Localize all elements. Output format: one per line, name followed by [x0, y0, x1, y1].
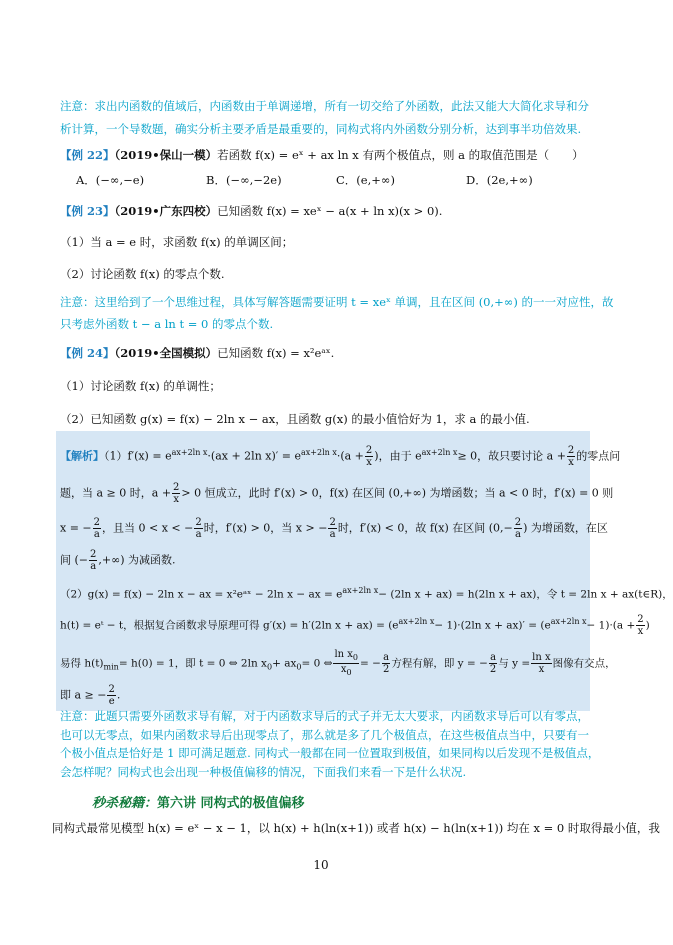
analysis-line7: 易得 $h(t)_{min}= h(0) = 1$，即 t = 0 ⇔ 2ln $x_0+ ax_0= 0$ ⇔ $\frac{\ln x_0}{x_0}$ = − $\frac{a}{2}$ 方程有解，即 y = − $\frac{a}{2}$ 与 y = $\frac{\text{ln x}}{x}$ 图像有交点， — [60, 649, 616, 677]
example-22-options — [76, 172, 606, 188]
example-24-q1: （1）讨论函数 f(x) 的单调性； — [60, 379, 221, 393]
fraction-2-over-a-c: $\frac{2}{a}$ — [329, 517, 336, 540]
example-23-q2: （2）讨论函数 f(x) 的零点个数. — [60, 267, 225, 281]
analysis-l7f: 方程有解，即 y = − — [391, 657, 488, 670]
example-24-stem: 已知函数 f(x) = x²eᵃˣ. — [217, 346, 335, 360]
analysis-l1b: ·(ax + 2ln x)′ = e — [207, 449, 301, 463]
analysis-exp1: ax+2ln x — [171, 448, 208, 457]
option-c: C．(e,+∞) — [336, 173, 395, 187]
analysis-exp4: ax+2ln x — [342, 586, 379, 595]
analysis-l6d: ) — [645, 619, 650, 632]
fraction-2-over-a-b: $\frac{2}{a}$ — [195, 517, 202, 540]
example-22-tag: 【例 22】 — [60, 148, 115, 162]
fraction-a-over-2: $\frac{a}{2}$ — [382, 652, 390, 675]
analysis-line8 — [60, 684, 590, 707]
fraction-2-over-e: $\frac{2}{e}$ — [108, 684, 115, 707]
analysis-l3a: x = − — [60, 521, 92, 535]
analysis-l2b: > 0 恒成立，此时 f′(x) > 0，f(x) 在区间 (0,+∞) 为增函数；当 a < 0 时，f′(x) = 0 则 — [181, 486, 614, 500]
analysis-line1 — [60, 445, 621, 469]
example-23-source: （2019•广东四校） — [114, 204, 218, 218]
analysis-l1e: ≥ 0，故只要讨论 a + — [457, 449, 566, 463]
analysis-line5 — [60, 583, 673, 603]
analysis-exp2: ax+2ln x — [301, 448, 337, 457]
example-24-q2: （2）已知函数 g(x) = f(x) − 2ln x − ax，且函数 g(x) 的最小值恰好为 1，求 a 的最小值. — [60, 412, 530, 426]
analysis-l7d: = 0 ⇔ — [301, 657, 333, 670]
last-line: 同构式最常见模型 h(x) = eˣ − x − 1，以 h(x) + h(ln(x+1)) 或者 h(x) − h(ln(x+1)) 均在 x = 0 时取得最小值，我 — [52, 821, 660, 835]
analysis-l4a: 间 (− — [60, 553, 89, 567]
note3-line3: 个极小值点是恰好是 1 即可满足题意. 同构式一般都在同一位置取到极值，如果同构以后发现不是极值点， — [60, 746, 600, 760]
analysis-l1a: （1）f′(x) = e — [104, 449, 172, 463]
analysis-l4b: ,+∞) 为减函数. — [98, 553, 176, 567]
fraction-lnx-over-x: $\frac{\text{ln x}}{x}$ — [532, 652, 551, 675]
example-23-q1: （1）当 a = e 时，求函数 f(x) 的单调区间； — [60, 235, 294, 249]
fraction-2-over-x: $\frac{2}{x}$ — [365, 445, 373, 469]
example-23-tag: 【例 23】 — [60, 204, 115, 218]
analysis-l7b: = h(0) = 1，即 t = 0 ⇔ 2ln x — [118, 657, 267, 670]
analysis-l7c: + ax — [272, 657, 297, 670]
analysis-l7a: 易得 h(t) — [60, 657, 104, 670]
option-b: B．(−∞,−2e) — [206, 173, 282, 187]
example-22-stem: 若函数 f(x) = eˣ + ax ln x 有两个极值点，则 a 的取值范围是（ ） — [217, 148, 584, 162]
example-22-source: （2019•保山一模） — [114, 148, 218, 162]
analysis-l8b: . — [116, 688, 121, 702]
brand-label: 秒杀秘籍： — [92, 796, 158, 811]
analysis-l1c: ·(a + — [336, 449, 364, 463]
example-24-tag: 【例 24】 — [60, 346, 115, 360]
analysis-line3 — [60, 517, 608, 540]
analysis-l1d: )，由于 e — [374, 449, 422, 463]
analysis-min-sub: min — [103, 662, 119, 672]
example-24 — [60, 345, 590, 361]
fraction-2-over-a-d: $\frac{2}{a}$ — [514, 517, 522, 540]
note3-line1: 注意：此题只需要外函数求导有解，对于内函数求导后的式子并无太大要求，内函数求导后可以有零点， — [60, 709, 589, 723]
analysis-exp3: ax+2ln x — [421, 448, 458, 457]
analysis-l7e: = − — [360, 657, 381, 670]
analysis-l5a: （2）g(x) = f(x) − 2ln x − ax = x²eᵃˣ − 2ln x − ax = e — [60, 588, 343, 601]
example-23 — [60, 203, 590, 219]
analysis-l3d: 时，f′(x) < 0，故 f(x) 在区间 (0,− — [337, 521, 513, 535]
analysis-l1f: 的零点问 — [576, 449, 621, 463]
analysis-l3b: ，且当 0 < x < − — [102, 521, 194, 535]
note3-line4: 会怎样呢？同构式也会出现一种极值偏移的情况，下面我们来看一下是什么状况. — [60, 765, 467, 779]
analysis-l6a: h(t) = eᵗ − t，根据复合函数求导原理可得 g′(x) = h′(2ln x + ax) = (e — [60, 619, 399, 632]
example-23-stem: 已知函数 f(x) = xeˣ − a(x + ln x)(x > 0). — [217, 204, 443, 218]
analysis-l7g: 与 y = — [498, 657, 531, 670]
option-a: A．(−∞,−e) — [76, 173, 145, 187]
note2-line1: 注意：这里给到了一个思维过程，具体写解答题需要证明 t = xeˣ 单调，且在区间 (0,+∞) 的一一对应性，故 — [60, 295, 614, 309]
page-number: 10 — [313, 858, 329, 872]
analysis-l5b: − (2ln x + ax) = h(2ln x + ax)，令 t = 2ln x + ax(t∈R)， — [378, 588, 673, 601]
analysis-l2: 题，当 a ≥ 0 时，a + — [60, 486, 172, 500]
analysis-l3c: 时，f′(x) > 0，当 x > − — [203, 521, 328, 535]
lecture-title: 第六讲 同构式的极值偏移 — [157, 796, 305, 811]
fraction-2-over-x-b: $\frac{2}{x}$ — [567, 445, 575, 469]
example-24-source: （2019•全国模拟） — [114, 346, 218, 360]
analysis-l3e: ) 为增函数，在区 — [523, 521, 608, 535]
analysis-line4 — [60, 549, 590, 572]
fraction-lnx0-over-x0: $\frac{\ln x_0}{x_0}$ — [334, 649, 359, 677]
analysis-tag: 【解析】 — [60, 449, 104, 463]
analysis-exp6: ax+2ln x — [550, 617, 587, 626]
fraction-2-over-x-d: $\frac{2}{x}$ — [637, 614, 644, 637]
analysis-l7h: 图像有交点， — [552, 657, 616, 670]
fraction-2-over-x-c: $\frac{2}{x}$ — [173, 482, 180, 505]
analysis-l6c: − 1)·(a + — [586, 619, 636, 632]
option-d: D．(2e,+∞) — [466, 173, 533, 187]
section-title — [92, 792, 305, 811]
fraction-2-over-a: $\frac{2}{a}$ — [93, 517, 101, 540]
example-22 — [60, 147, 590, 163]
note1-line1: 注意：求出内函数的值域后，内函数由于单调递增，所有一切交给了外函数，此法又能大大简化求导和分 — [60, 99, 589, 113]
fraction-a-over-2-b: $\frac{a}{2}$ — [489, 652, 497, 675]
note2-line2: 只考虑外函数 t − a ln t = 0 的零点个数. — [60, 317, 274, 331]
note1-line2: 析计算，一个导数题，确实分析主要矛盾是最重要的，同构式将内外函数分别分析，达到事半功倍效果. — [60, 122, 582, 136]
analysis-line2 — [60, 482, 614, 505]
analysis-l6b: − 1)·(2ln x + ax)′ = (e — [434, 619, 551, 632]
analysis-l8a: 即 a ≥ − — [60, 688, 107, 702]
note3-line2: 也可以无零点，如果内函数求导后出现零点了，那么就是多了几个极值点，在这些极值点当中，只要有一 — [60, 728, 589, 742]
analysis-exp5: ax+2ln x — [398, 617, 435, 626]
fraction-2-over-a-e: $\frac{2}{a}$ — [90, 549, 97, 572]
